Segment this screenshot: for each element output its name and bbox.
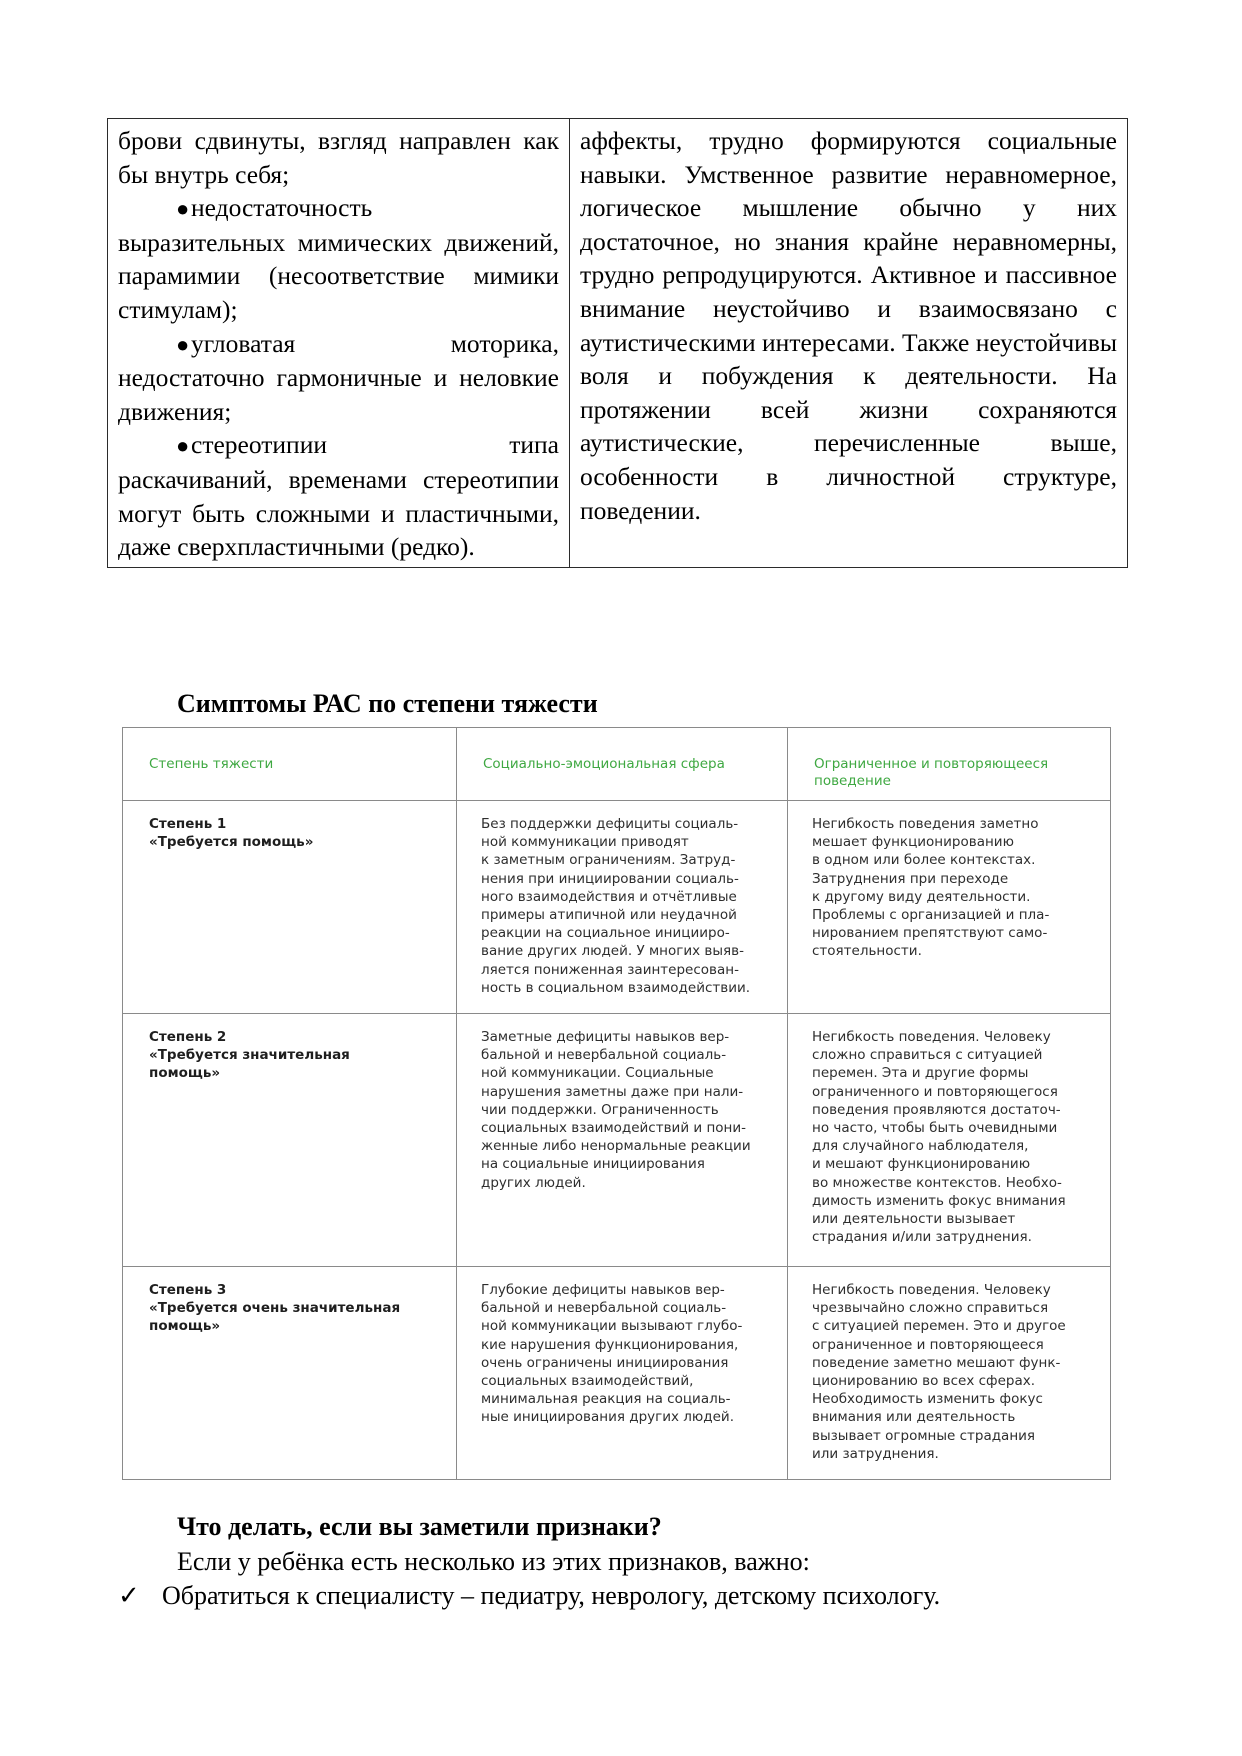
- cell-line: димость изменить фокус внимания: [812, 1192, 1066, 1209]
- cell-line: ность в социальном взаимодействии.: [481, 979, 751, 996]
- cell-line: Глубокие дефициты навыков вер-: [481, 1282, 725, 1299]
- cell-line: сложно справиться с ситуацией: [812, 1047, 1043, 1064]
- cell-line: бальной и невербальной социаль-: [481, 1300, 727, 1317]
- cell-line: Степень 3: [149, 1282, 227, 1299]
- bullet-continuation: раскачиваний, временами стереотипии могут быть сложными и пластичными, даже сверхпластичными (редко).: [118, 464, 559, 562]
- cell-line: «Требуется помощь»: [149, 834, 314, 851]
- cell-line: Негибкость поведения заметно: [812, 816, 1039, 832]
- cell-line: ляется пониженная заинтересован-: [481, 961, 739, 978]
- cell-line: ного взаимодействия и отчётливые: [481, 888, 737, 905]
- symptoms-continuation-table: [107, 118, 1128, 568]
- severity-table: [122, 727, 1111, 1480]
- cell-line: ной коммуникации вызывают глубо-: [481, 1318, 743, 1335]
- social-cell: [457, 801, 788, 1014]
- cell-line: ограниченное и повторяющееся: [812, 1336, 1044, 1353]
- cell-line: бальной и невербальной социаль-: [481, 1047, 727, 1064]
- bullet-item: [118, 191, 559, 226]
- cell-line: ной коммуникации приводят: [481, 834, 689, 851]
- list-item-text: Обратиться к специалисту – педиатру, неврологу, детскому психологу.: [162, 1581, 941, 1610]
- bullet-continuation: выразительных мимических движений, парамимии (несоответствие мимики стимулам);: [118, 227, 559, 324]
- column-header-social: Социально-эмоциональная сфера: [457, 728, 788, 801]
- bullet-icon: ●: [176, 433, 190, 459]
- table-row: [123, 801, 1111, 1014]
- cell-line: на социальные инициирования: [481, 1156, 705, 1173]
- cell-line: но часто, чтобы быть очевидными: [812, 1120, 1058, 1137]
- cell-line: других людей.: [481, 1174, 586, 1191]
- cell-line: Негибкость поведения. Человеку: [812, 1282, 1051, 1299]
- cell-line: страдания и/или затруднения.: [812, 1229, 1032, 1246]
- cell-line: к другому виду деятельности.: [812, 888, 1031, 905]
- cell-line: Негибкость поведения. Человеку: [812, 1029, 1051, 1046]
- cell-line: Затруднения при переходе: [812, 870, 1009, 887]
- lead-text: брови сдвинуты, взгляд направлен как бы внутрь себя;: [118, 126, 559, 189]
- bullet-continuation: недостаточно гармоничные и неловкие движения;: [118, 363, 559, 426]
- cell-line: с ситуацией перемен. Это и другое: [812, 1318, 1066, 1335]
- behavior-cell: [788, 1267, 1111, 1480]
- cell-line: поведение заметно мешают функ-: [812, 1354, 1061, 1371]
- cell-line: Без поддержки дефициты социаль-: [481, 816, 739, 832]
- cell-line: в одном или более контекстах.: [812, 852, 1036, 869]
- cell-line: Необходимость изменить фокус: [812, 1391, 1043, 1408]
- level-cell: [123, 801, 457, 1014]
- right-column-text: аффекты, трудно формируются социальные навыки. Умственное развитие неравномерное, логическое мышление обычно у них достаточное, но знания крайне неравномерны, трудно репродуцируются. Активное и пассивное внимание неустойчиво и взаимосвязано с аутистическими интересами. Также неустойчивы воля и побуждения к деятельности. На протяжении всей жизни сохраняются аутистические, перечисленные выше, особенности в личностной структуре, поведении.: [580, 126, 1117, 525]
- cell-line: вызывает огромные страдания: [812, 1427, 1036, 1444]
- column-header-behavior: Ограниченное и повторяющееся поведение: [788, 728, 1111, 801]
- cell-line: ограниченного и повторяющегося: [812, 1083, 1058, 1100]
- bullet-head: стереотипии типа: [191, 430, 559, 460]
- bullet-icon: ●: [176, 196, 190, 222]
- cell-line: социальных взаимодействий,: [481, 1373, 694, 1390]
- cell-line: «Требуется значительная: [149, 1047, 350, 1064]
- cell-line: ные инициирования других людей.: [481, 1409, 734, 1426]
- bullet-item: [118, 428, 559, 463]
- level-cell: [123, 1014, 457, 1267]
- cell-line: Проблемы с организацией и пла-: [812, 907, 1050, 924]
- cell-line: минимальная реакция на социаль-: [481, 1391, 731, 1408]
- social-cell: [457, 1014, 788, 1267]
- cell-line: вание других людей. У многих выяв-: [481, 943, 744, 960]
- cell-line: реакции на социальное иницииро-: [481, 925, 730, 942]
- cell-line: «Требуется очень значительная: [149, 1300, 401, 1317]
- cell-line: Степень 2: [149, 1029, 227, 1046]
- cell-line: ционированию во всех сферах.: [812, 1373, 1036, 1390]
- table-header-row: [123, 728, 1111, 801]
- cell-line: внимания или деятельность: [812, 1409, 1016, 1426]
- behavior-cell: [788, 1014, 1111, 1267]
- check-mark-icon: ✓: [118, 1581, 140, 1610]
- cell-line: Заметные дефициты навыков вер-: [481, 1029, 730, 1046]
- what-to-do-intro: Если у ребёнка есть несколько из этих признаков, важно:: [177, 1547, 810, 1576]
- cell-line: кие нарушения функционирования,: [481, 1336, 739, 1353]
- severity-section-title: Симптомы РАС по степени тяжести: [177, 689, 598, 718]
- cell-line: Степень 1: [149, 816, 227, 832]
- cell-line: мешает функционированию: [812, 834, 1014, 851]
- cell-line: к заметным ограничениям. Затруд-: [481, 852, 736, 869]
- cell-line: или затруднения.: [812, 1445, 939, 1462]
- cell-line: нения при инициировании социаль-: [481, 870, 739, 887]
- cell-line: социальных взаимодействий и пони-: [481, 1120, 747, 1137]
- cell-line: или деятельности вызывает: [812, 1211, 1016, 1228]
- cell-line: помощь»: [149, 1065, 221, 1082]
- level-cell: [123, 1267, 457, 1480]
- cell-line: чрезвычайно сложно справиться: [812, 1300, 1049, 1317]
- cell-line: стоятельности.: [812, 943, 922, 960]
- cell-line: чии поддержки. Ограниченность: [481, 1101, 719, 1118]
- cell-line: поведения проявляются достаточ-: [812, 1101, 1061, 1118]
- cell-line: нированием препятствуют само-: [812, 925, 1048, 942]
- cell-line: примеры атипичной или неудачной: [481, 907, 737, 924]
- cell-line: нарушения заметны даже при нали-: [481, 1083, 744, 1100]
- what-to-do-title: Что делать, если вы заметили признаки?: [177, 1512, 662, 1541]
- cell-line: помощь»: [149, 1318, 221, 1335]
- cell-line: перемен. Эта и другие формы: [812, 1065, 1029, 1082]
- cell-line: для случайного наблюдателя,: [812, 1138, 1029, 1155]
- cell-line: ной коммуникации. Социальные: [481, 1065, 714, 1082]
- bullet-icon: ●: [176, 331, 190, 357]
- list-item: [118, 1581, 940, 1611]
- social-cell: [457, 1267, 788, 1480]
- cell-line: и мешают функционированию: [812, 1156, 1031, 1173]
- table-row: [123, 1014, 1111, 1267]
- bullet-head: угловатая моторика,: [191, 328, 559, 358]
- bullet-item: [118, 327, 559, 362]
- severity-table-image: [122, 727, 1110, 1462]
- bullet-head: недостаточность: [191, 193, 373, 223]
- behavior-cell: [788, 801, 1111, 1014]
- table-row: [123, 1267, 1111, 1480]
- cell-line: во множестве контекстов. Необхо-: [812, 1174, 1062, 1191]
- left-column-cell: [108, 119, 570, 568]
- right-column-cell: [570, 119, 1128, 568]
- column-header-severity: Степень тяжести: [123, 728, 457, 801]
- cell-line: женные либо ненормальные реакции: [481, 1138, 751, 1155]
- cell-line: очень ограничены инициирования: [481, 1354, 729, 1371]
- table-row: [108, 119, 1128, 568]
